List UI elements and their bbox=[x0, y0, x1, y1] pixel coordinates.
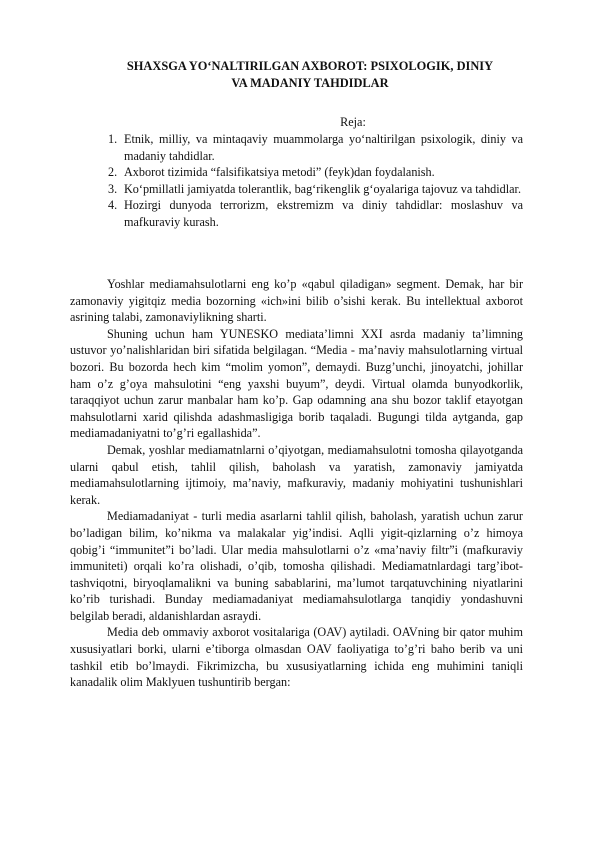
plan-item bbox=[108, 131, 523, 164]
body-text bbox=[70, 276, 523, 691]
paragraph: Mediamadaniyat - turli media asarlarni tahlil qilish, baholash, yaratish uchun zarur bo’ladigan bilim, ko’nikma va malakalar yig’indisi. Aqlli yigit-qizlarning o’z himoya qobig’i “immunitet”i bo’ladi. Ular media mahsulotlarni o’z «ma’naviy filtr”i (mafkuraviy immuniteti) orqali ko’ra olishadi, o’qib, tomosha qilishadi. Mediamatnlardagi targ’ibot-tashviqotni, biryoqlamalikni va buning sabablarini, ma’lumot tarqatuvchining niyatlarini ko’rib turishadi. Bunday mediamadaniyat mediamahsulotlarga tanqidiy yondashuvni belgilab beradi, aldanishlardan asraydi. bbox=[70, 509, 523, 623]
paragraph: Shuning uchun ham YUNESKO mediata’limni XXI asrda madaniy ta’limning ustuvor yo’nalishlaridan biri sifatida belgilagan. “Media - ma’naviy mahsulotlarning virtual bozori. Bu bozorda hech kim “molim yomon”, demaydi. Buzg’unchi, jinoyatchi, johillar ham o’z g’oya mahsulotini “eng yaxshi buyum”, deydi. Virtual olamda bunyodkorlik, taraqqiyot uchun zarur manbalar ham ko’p. Gap odamning ana shu bozor taklif etayotgan mahsulotlarni xarid qilishda adashmasligiga borib taqaladi. Bugungi tilda aytganda, gap mediamadaniyatni to’g’ri egallashida”. bbox=[70, 326, 523, 441]
title-line-1: SHAXSGA YO‘NALTIRILGAN AXBOROT: PSIXOLOGIK, DINIY bbox=[126, 59, 494, 73]
paragraph: Media deb ommaviy axborot vositalariga (OAV) aytiladi. OAVning bir qator muhim xususiyatlari borki, ularni e’tiborga olmasdan OAV faoliyatiga to’g’ri baho berib va uni tashkil etib bo’lmaydi. Fikrimizcha, bu xususiyatlarning ichida eng muhimini taniqli kanadalik olim Maklyuen tushuntirib bergan: bbox=[70, 625, 523, 690]
plan-item-number: 2. bbox=[108, 165, 118, 180]
document-title bbox=[100, 58, 520, 92]
plan-item-number: 3. bbox=[108, 181, 118, 196]
plan-item-text: Etnik, milliy, va mintaqaviy muammolarga yo‘naltirilgan psixologik, diniy va madaniy tahdidlar. bbox=[124, 132, 523, 163]
plan-list bbox=[108, 131, 523, 231]
paragraph: Demak, yoshlar mediamatnlarni o’qiyotgan, mediamahsulotni tomosha qilayotganda ularni qabul etish, tahlil qilish, baholash va yaratish, zamonaviy jamiyatda mediamahsulotlarning ijtimoiy, ma’naviy, mafkuraviy, madaniy mohiyatini tushunishlari kerak. bbox=[70, 442, 523, 507]
plan-item-text: Hozirgi dunyoda terrorizm, ekstremizm va diniy tahdidlar: moslashuv va mafkuraviy kurash. bbox=[124, 198, 523, 229]
plan-item bbox=[108, 197, 523, 230]
plan-item bbox=[108, 164, 523, 181]
title-line-2: VA MADANIY TAHDIDLAR bbox=[231, 76, 389, 90]
plan-item bbox=[108, 181, 523, 198]
plan-item-number: 1. bbox=[108, 132, 118, 146]
plan-item-number: 4. bbox=[108, 198, 118, 213]
plan-heading: Reja: bbox=[340, 115, 366, 129]
plan-item-text: Axborot tizimida “falsifikatsiya metodi” (feyk)dan foydalanish. bbox=[124, 165, 435, 180]
plan-item-text: Ko‘pmillatli jamiyatda tolerantlik, bag‘rikenglik g‘oyalariga tajovuz va tahdidlar. bbox=[124, 181, 521, 196]
paragraph: Yoshlar mediamahsulotlarni eng ko’p «qabul qiladigan» segment. Demak, har bir zamonaviy yigitqiz media bozorning «ich»ini bilib o’sishi kerak. Bu intellektual axborot asrining talabi, zamonaviylikning sharti. bbox=[70, 277, 523, 325]
